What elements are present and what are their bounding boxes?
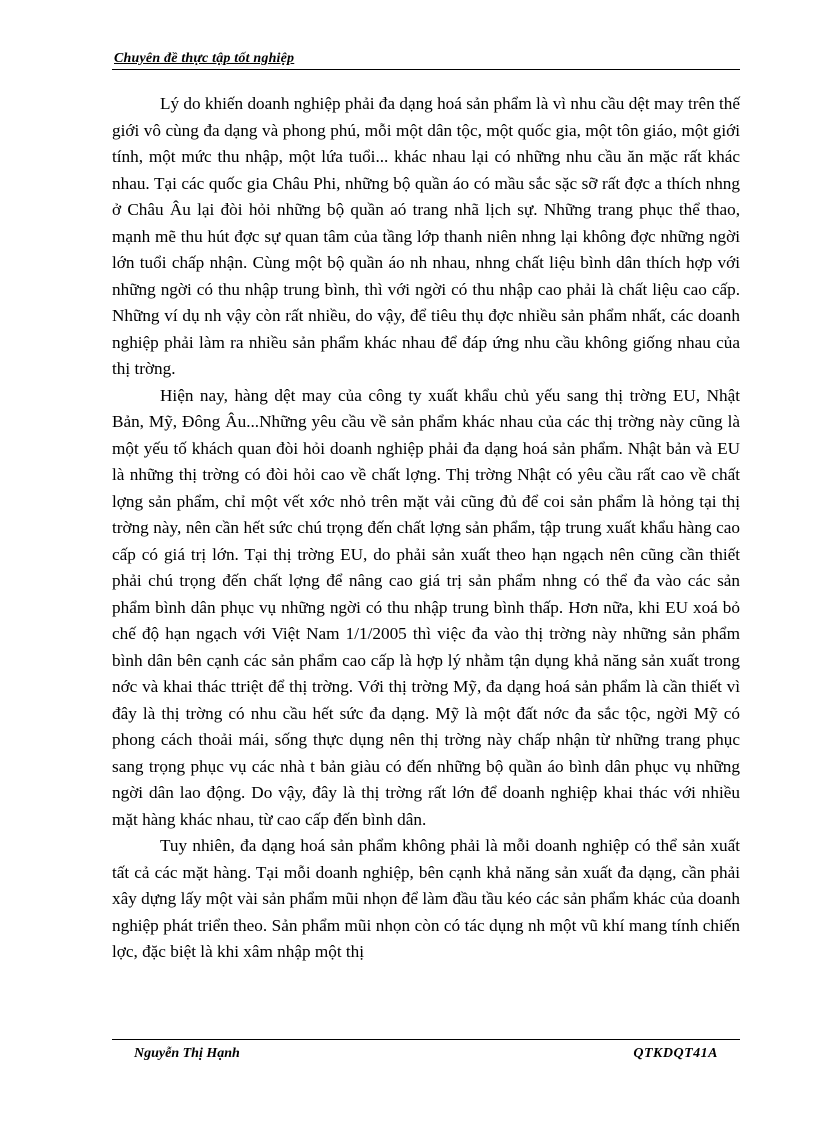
document-body bbox=[112, 91, 740, 966]
paragraph: Tuy nhiên, đa dạng hoá sản phẩm không phải là mỗi doanh nghiệp có thể sản xuất tất cả các mặt hàng. Tại mỗi doanh nghiệp, bên cạnh khả năng sản xuất đa dạng, cần phải xây dựng lấy một vài sản phẩm mũi nhọn để làm đầu tầu kéo các sản phẩm khác của doanh nghiệp phát triển theo. Sản phẩm mũi nhọn còn có tác dụng nh một vũ khí mang tính chiến lợc, đặc biệt là khi xâm nhập một thị bbox=[112, 836, 740, 961]
header-title: Chuyên đề thực tập tốt nghiệp bbox=[114, 51, 295, 66]
paragraph: Lý do khiến doanh nghiệp phải đa dạng hoá sản phẩm là vì nhu cầu dệt may trên thế giới vô cùng đa dạng và phong phú, mỗi một dân tộc, một quốc gia, một tôn giáo, một giới tính, một mức thu nhập, một lứa tuổi... khác nhau lại có những nhu cầu ăn mặc rất khác nhau. Tại các quốc gia Châu Phi, những bộ quần áo có mầu sắc sặc sỡ rất đợc a thích nhng ở Châu Âu lại đòi hỏi những bộ quần aó trang nhã lịch sự. Những trang phục thể thao, mạnh mẽ thu hút đợc sự quan tâm của tầng lớp thanh niên nhng lại không đợc những ngời lớn tuổi chấp nhận. Cùng một bộ quần áo nh nhau, nhng chất liệu bình dân thích hợp với những ngời có thu nhập trung bình, thì với ngời có thu nhập cao phải là chất liệu cao cấp. Những ví dụ nh vậy còn rất nhiều, do vậy, để tiêu thụ đợc nhiều sản phẩm nhất, các doanh nghiệp phải làm ra nhiều sản phẩm khác nhau để đáp ứng nhu cầu không giống nhau của thị trờng. bbox=[112, 94, 740, 378]
paragraph: Hiện nay, hàng dệt may của công ty xuất khẩu chủ yếu sang thị trờng EU, Nhật Bản, Mỹ, Đông Âu...Những yêu cầu về sản phẩm khác nhau của các thị trờng này cũng là một yếu tố khách quan đòi hỏi doanh nghiệp phải đa dạng hoá sản phẩm. Nhật bản và EU là những thị trờng có đòi hỏi cao về chất lợng. Thị trờng Nhật có yêu cầu rất cao về chất lợng sản phẩm, chỉ một vết xớc nhỏ trên mặt vải cũng đủ để coi sản phẩm là hỏng tại thị trờng này, nên cần hết sức chú trọng đến chất lợng sản phẩm, tập trung xuất khẩu hàng cao cấp có giá trị lớn. Tại thị trờng EU, do phải sản xuất theo hạn ngạch nên cũng cần thiết phải chú trọng đến chất lợng để nâng cao giá trị sản phẩm nhng có thể đa vào các sản phẩm bình dân phục vụ những ngời có thu nhập trung bình thấp. Hơn nữa, khi EU xoá bỏ chế độ hạn ngạch với Việt Nam 1/1/2005 thì việc đa vào thị trờng này những sản phẩm bình dân bên cạnh các sản phẩm cao cấp là hợp lý nhằm tận dụng khả năng sản xuất trong nớc và khai thác ttriệt để thị trờng. Với thị trờng Mỹ, đa dạng hoá sản phẩm là cần thiết vì đây là thị trờng có nhu cầu hết sức đa dạng. Mỹ là một đất nớc đa sắc tộc, ngời Mỹ có phong cách thoải mái, sống thực dụng nên thị trờng này chấp nhận từ những trang phục sang trọng phục vụ các nhà t bản giàu có đến những bộ quần áo bình dân phục vụ những ngời dân lao động. Do vậy, đây là thị trờng rất lớn để doanh nghiệp khai thác với nhiều mặt hàng khác nhau, từ cao cấp đến bình dân. bbox=[112, 385, 740, 829]
page-footer bbox=[112, 1039, 740, 1066]
page-header bbox=[112, 49, 740, 70]
footer-author: Nguyễn Thị Hạnh bbox=[134, 1046, 240, 1061]
footer-class-code: QTKDQT41A bbox=[633, 1046, 718, 1061]
